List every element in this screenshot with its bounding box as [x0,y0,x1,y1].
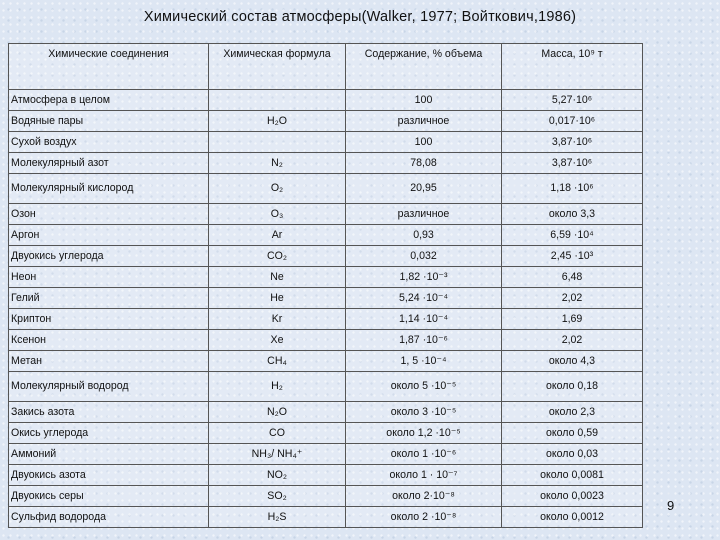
table-row [9,330,643,351]
table-row [9,444,643,465]
cell-formula: CO₂ [209,246,346,267]
cell-mass: около 0,0012 [502,507,643,528]
cell-mass: 5,27·10⁶ [502,90,643,111]
cell-content: 5,24 ·10⁻⁴ [346,288,502,309]
cell-compound: Сухой воздух [9,132,209,153]
cell-compound: Двуокись углерода [9,246,209,267]
cell-mass: около 0,0023 [502,486,643,507]
cell-mass: около 0,18 [502,372,643,402]
cell-content: 1,14 ·10⁻⁴ [346,309,502,330]
cell-compound: Двуокись серы [9,486,209,507]
cell-content: около 3 ·10⁻⁵ [346,402,502,423]
cell-compound: Сульфид водорода [9,507,209,528]
header-content: Содержание, % объема [346,44,502,90]
table-row [9,351,643,372]
page-number: 9 [667,498,675,513]
cell-formula: O₂ [209,174,346,204]
cell-formula [209,90,346,111]
cell-content: 0,93 [346,225,502,246]
cell-formula: Xe [209,330,346,351]
table-row [9,174,643,204]
cell-formula: N₂O [209,402,346,423]
cell-content: 20,95 [346,174,502,204]
cell-mass: 2,45 ·10³ [502,246,643,267]
cell-mass: 3,87·10⁶ [502,153,643,174]
table-body [9,90,643,528]
cell-compound: Гелий [9,288,209,309]
cell-content: около 5 ·10⁻⁵ [346,372,502,402]
table-row [9,372,643,402]
cell-mass: 0,017·10⁶ [502,111,643,132]
cell-content: около 1 · 10⁻⁷ [346,465,502,486]
cell-compound: Закись азота [9,402,209,423]
cell-formula: CO [209,423,346,444]
table-header-row [9,44,643,90]
cell-formula: SO₂ [209,486,346,507]
cell-compound: Ксенон [9,330,209,351]
cell-formula: H₂ [209,372,346,402]
cell-mass: около 2,3 [502,402,643,423]
cell-mass: 3,87·10⁶ [502,132,643,153]
table-row [9,423,643,444]
header-compounds: Химические соединения [9,44,209,90]
table-row [9,111,643,132]
cell-formula: Ar [209,225,346,246]
cell-content: 78,08 [346,153,502,174]
header-formula: Химическая формула [209,44,346,90]
table-row [9,402,643,423]
cell-mass: 6,59 ·10⁴ [502,225,643,246]
cell-content: 100 [346,90,502,111]
cell-formula: NO₂ [209,465,346,486]
cell-formula: NH₃/ NH₄⁺ [209,444,346,465]
cell-mass: около 3,3 [502,204,643,225]
page-title: Химический состав атмосферы(Walker, 1977; Войткович,1986) [143,9,577,25]
table-row [9,288,643,309]
cell-compound: Метан [9,351,209,372]
cell-formula: O₃ [209,204,346,225]
cell-mass: 6,48 [502,267,643,288]
cell-content: различное [346,204,502,225]
cell-formula: Kr [209,309,346,330]
cell-compound: Молекулярный азот [9,153,209,174]
cell-mass: 2,02 [502,288,643,309]
cell-content: 1, 5 ·10⁻⁴ [346,351,502,372]
table-row [9,132,643,153]
cell-content: 1,82 ·10⁻³ [346,267,502,288]
cell-mass: около 0,59 [502,423,643,444]
cell-formula: He [209,288,346,309]
header-mass: Масса, 10⁹ т [502,44,643,90]
table-row [9,507,643,528]
cell-compound: Неон [9,267,209,288]
cell-compound: Криптон [9,309,209,330]
table-row [9,153,643,174]
cell-content: около 2·10⁻⁸ [346,486,502,507]
cell-compound: Двуокись азота [9,465,209,486]
cell-content: около 1 ·10⁻⁶ [346,444,502,465]
cell-compound: Атмосфера в целом [9,90,209,111]
cell-compound: Водяные пары [9,111,209,132]
table-row [9,486,643,507]
cell-compound: Молекулярный водород [9,372,209,402]
table-row [9,225,643,246]
table-row [9,465,643,486]
cell-mass: 1,18 ·10⁶ [502,174,643,204]
cell-content: 100 [346,132,502,153]
cell-mass: около 0,0081 [502,465,643,486]
table-row [9,246,643,267]
cell-formula: H₂S [209,507,346,528]
table-row [9,204,643,225]
cell-compound: Молекулярный кислород [9,174,209,204]
cell-content: около 2 ·10⁻⁸ [346,507,502,528]
cell-content: 1,87 ·10⁻⁶ [346,330,502,351]
table-row [9,267,643,288]
cell-formula [209,132,346,153]
cell-formula: N₂ [209,153,346,174]
cell-content: 0,032 [346,246,502,267]
cell-compound: Окись углерода [9,423,209,444]
cell-mass: 2,02 [502,330,643,351]
cell-compound: Аммоний [9,444,209,465]
table-row [9,90,643,111]
cell-formula: H₂O [209,111,346,132]
cell-formula: CH₄ [209,351,346,372]
table-row [9,309,643,330]
cell-mass: 1,69 [502,309,643,330]
cell-compound: Аргон [9,225,209,246]
cell-compound: Озон [9,204,209,225]
cell-mass: около 4,3 [502,351,643,372]
cell-mass: около 0,03 [502,444,643,465]
atmosphere-composition-table [8,43,643,528]
cell-content: различное [346,111,502,132]
cell-content: около 1,2 ·10⁻⁵ [346,423,502,444]
cell-formula: Ne [209,267,346,288]
